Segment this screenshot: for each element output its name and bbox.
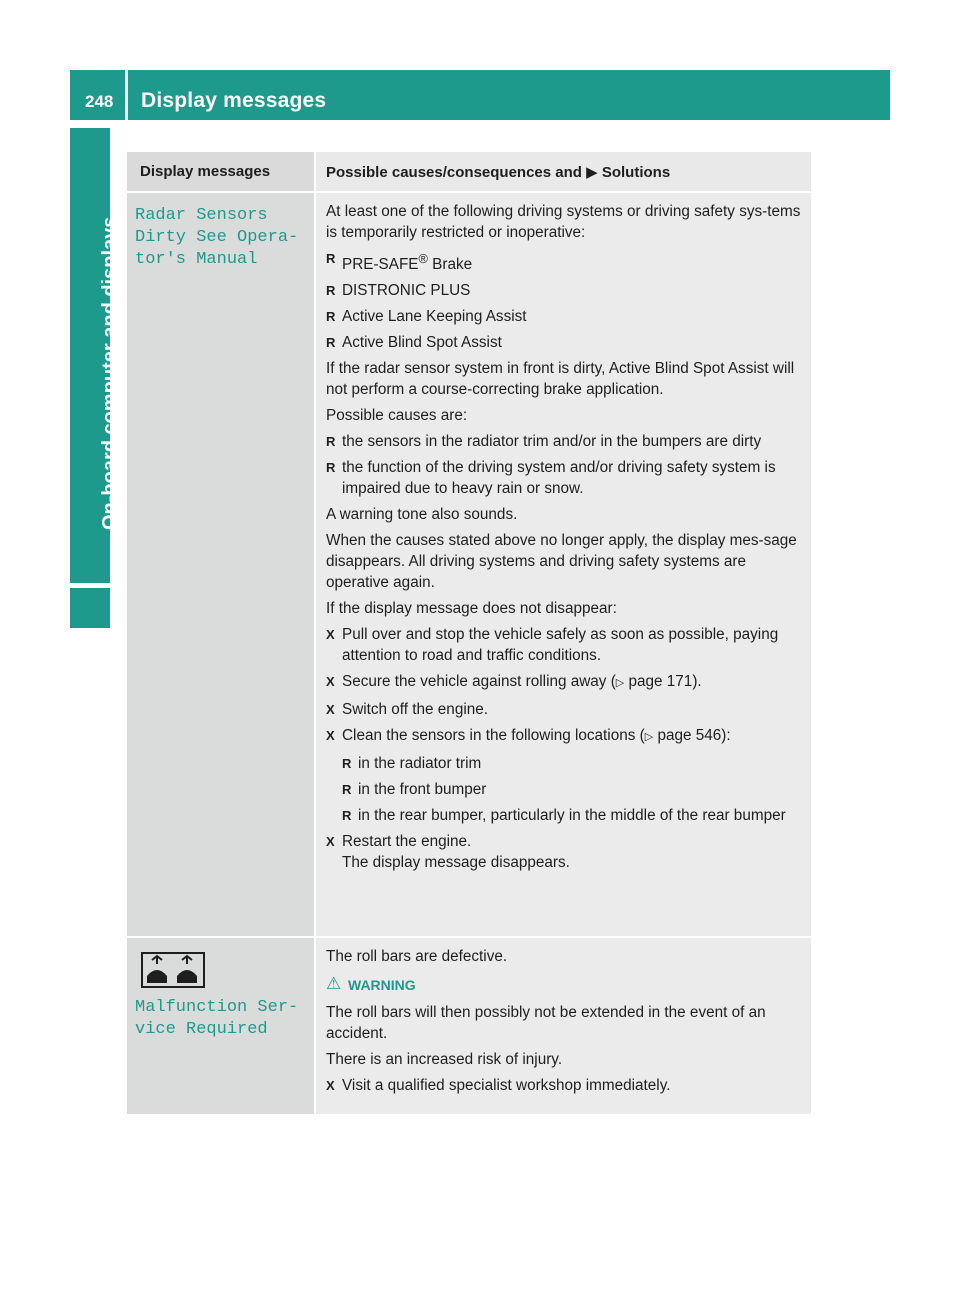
step-text: Restart the engine. bbox=[342, 833, 472, 851]
step-text: Visit a qualified specialist workshop immediately. bbox=[342, 1077, 671, 1094]
arrow-right-icon: ▶ bbox=[586, 164, 598, 181]
list-item bbox=[326, 306, 803, 327]
bullet-r-icon: R bbox=[342, 808, 352, 824]
message-cell bbox=[127, 938, 314, 1114]
display-message-radar: Radar Sensors Dirty See Opera‐ tor's Manual bbox=[135, 206, 299, 269]
paragraph: If the radar sensor system in front is dirty, Active Blind Spot Assist will not perform a course-correcting brake application. bbox=[326, 360, 795, 399]
messages-table bbox=[127, 152, 811, 1114]
col-header-messages: Display messages bbox=[127, 152, 314, 191]
step-text: Switch off the engine. bbox=[342, 701, 488, 719]
roll-bar-icon bbox=[141, 952, 205, 988]
chapter-marker bbox=[70, 588, 110, 628]
header-divider bbox=[125, 70, 128, 120]
list-item bbox=[326, 332, 803, 353]
bullet-r-icon: R bbox=[326, 460, 336, 476]
list-text: PRE-SAFE bbox=[342, 256, 419, 274]
table-row bbox=[127, 191, 811, 936]
display-message-rollbar: Malfunction Ser‐ vice Required bbox=[135, 998, 299, 1039]
step-item bbox=[326, 1075, 803, 1096]
list-text: DISTRONIC PLUS bbox=[342, 282, 471, 300]
step-x-icon: X bbox=[326, 702, 335, 718]
paragraph: There is an increased risk of injury. bbox=[326, 1051, 563, 1068]
list-text: in the rear bumper, particularly in the middle of the rear bumper bbox=[358, 807, 786, 825]
bullet-r-icon: R bbox=[342, 756, 352, 772]
page-title: Display messages bbox=[141, 89, 327, 112]
list-item bbox=[342, 805, 803, 826]
list-text: Brake bbox=[427, 256, 473, 274]
col-header-causes-text: Possible causes/consequences and bbox=[326, 164, 582, 181]
causes-cell bbox=[314, 193, 811, 936]
page-ref-icon: ▷ bbox=[615, 677, 625, 690]
list-text: the function of the driving system and/or driving safety system is impaired due to heavy rain or snow. bbox=[342, 459, 776, 498]
step-text: Clean the sensors in the following locations ( bbox=[342, 727, 645, 745]
step-x-icon: X bbox=[326, 1078, 335, 1093]
message-cell bbox=[127, 193, 314, 936]
step-x-icon: X bbox=[326, 627, 335, 643]
step-text: Secure the vehicle against rolling away ( bbox=[342, 673, 616, 691]
col-header-solutions-text: Solutions bbox=[601, 164, 671, 181]
page-ref-link[interactable]: page 171). bbox=[628, 673, 702, 691]
step-text: Pull over and stop the vehicle safely as soon as possible, paying attention to road and traffic conditions. bbox=[342, 626, 779, 665]
list-item bbox=[326, 431, 803, 452]
paragraph: A warning tone also sounds. bbox=[326, 506, 518, 524]
list-item bbox=[326, 457, 803, 499]
table-header bbox=[127, 152, 811, 191]
warning-label: WARNING bbox=[348, 977, 416, 993]
paragraph: Possible causes are: bbox=[326, 407, 468, 425]
page-ref-link[interactable]: page 546): bbox=[657, 727, 731, 745]
paragraph: The roll bars are defective. bbox=[326, 948, 508, 965]
list-text: Active Lane Keeping Assist bbox=[342, 308, 527, 326]
bullet-r-icon: R bbox=[342, 782, 352, 798]
causes-cell bbox=[314, 938, 811, 1114]
bullet-r-icon: R bbox=[326, 434, 336, 450]
step-item bbox=[326, 699, 803, 720]
list-text: Active Blind Spot Assist bbox=[342, 334, 502, 352]
step-item bbox=[326, 624, 803, 666]
warning-heading bbox=[326, 975, 803, 996]
step-item bbox=[326, 671, 803, 694]
step-result-text: The display message disappears. bbox=[342, 854, 570, 872]
step-x-icon: X bbox=[326, 834, 335, 850]
bullet-r-icon: R bbox=[326, 335, 336, 351]
list-text: the sensors in the radiator trim and/or in the bumpers are dirty bbox=[342, 433, 762, 451]
paragraph: If the display message does not disappear: bbox=[326, 600, 617, 618]
registered-mark: ® bbox=[418, 251, 428, 266]
page-ref-icon: ▷ bbox=[644, 731, 654, 744]
list-text: in the radiator trim bbox=[358, 755, 482, 773]
list-item bbox=[342, 753, 803, 774]
page-number: 248 bbox=[85, 92, 114, 111]
bullet-r-icon: R bbox=[326, 283, 336, 299]
step-item bbox=[326, 725, 803, 748]
list-item bbox=[326, 248, 803, 275]
step-x-icon: X bbox=[326, 674, 335, 690]
table-row bbox=[127, 936, 811, 1114]
paragraph: At least one of the following driving systems or driving safety sys-tems is temporarily restricted or inoperative: bbox=[326, 203, 801, 241]
step-x-icon: X bbox=[326, 728, 335, 744]
col-header-causes bbox=[314, 152, 811, 191]
bullet-r-icon: R bbox=[326, 309, 336, 325]
warning-triangle-icon: ⚠ bbox=[326, 974, 342, 993]
list-item bbox=[342, 779, 803, 800]
list-text: in the front bumper bbox=[358, 781, 487, 799]
bullet-r-icon: R bbox=[326, 251, 336, 266]
list-item bbox=[326, 280, 803, 301]
step-item bbox=[326, 831, 803, 873]
chapter-label: On-board computer and displays bbox=[99, 216, 121, 530]
paragraph: When the causes stated above no longer apply, the display mes-sage disappears. All driving systems and driving safety systems are operative again. bbox=[326, 532, 797, 592]
paragraph: The roll bars will then possibly not be extended in the event of an accident. bbox=[326, 1004, 766, 1042]
